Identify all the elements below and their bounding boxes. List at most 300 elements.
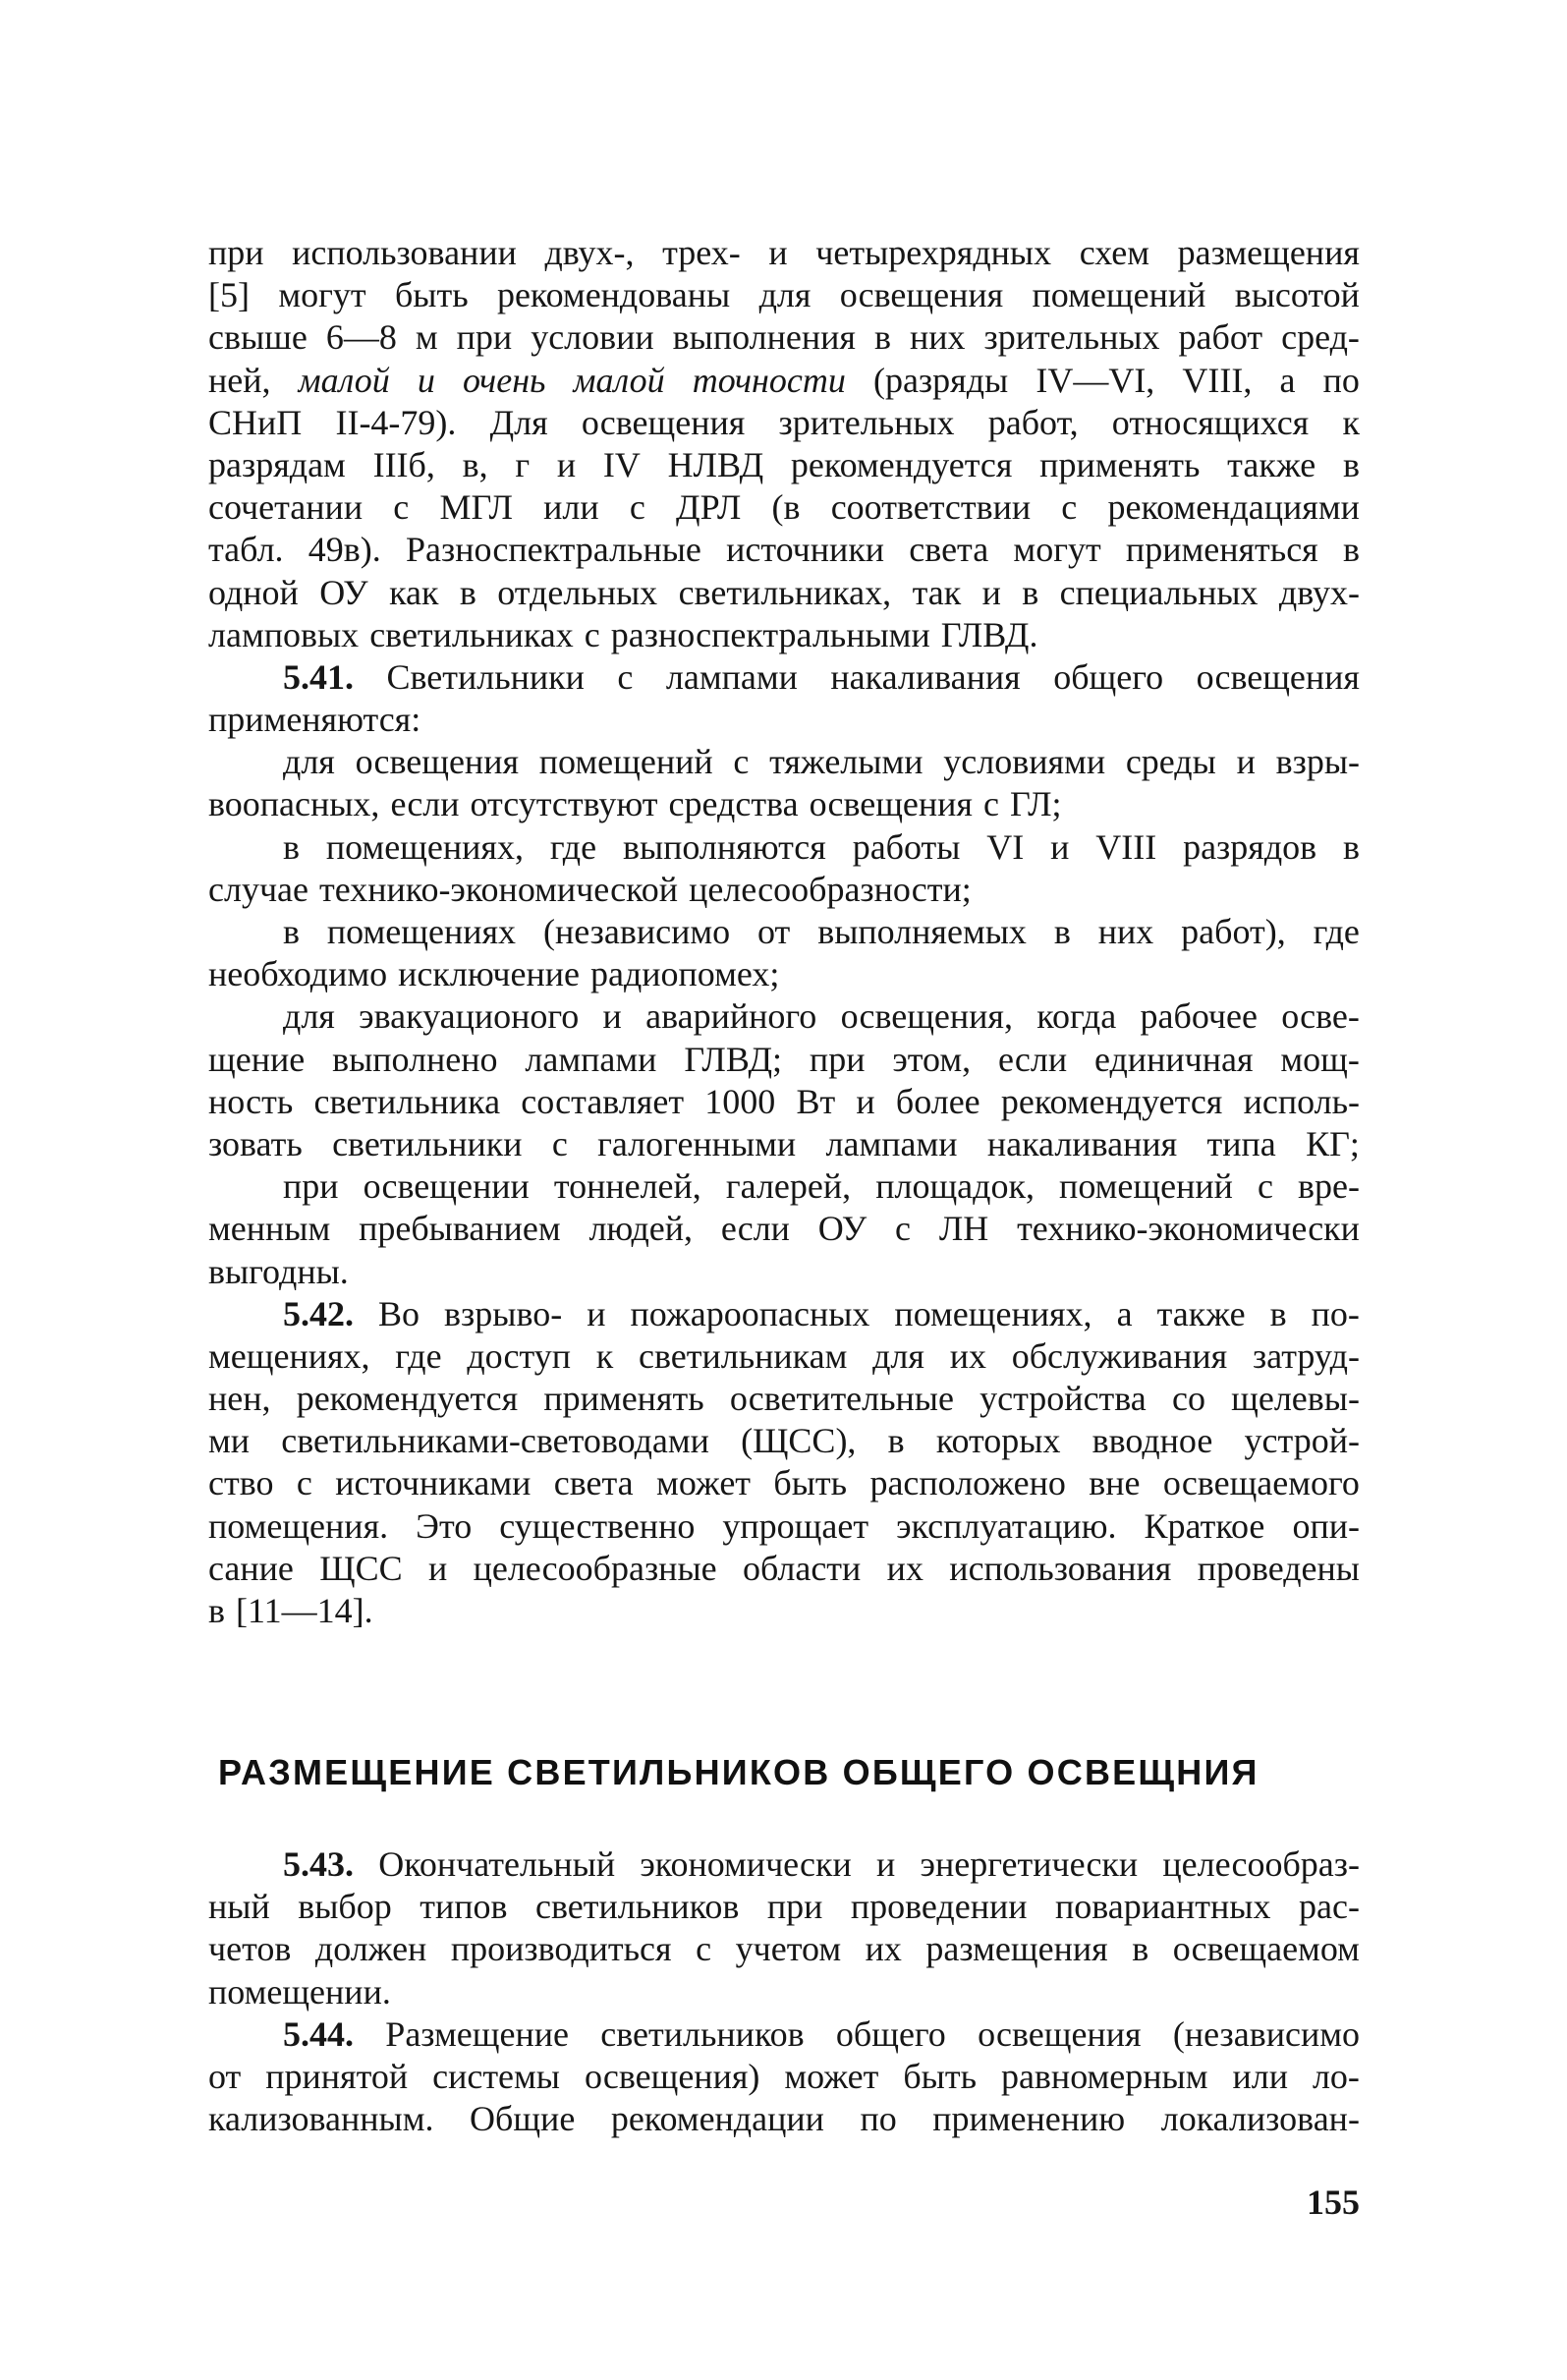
word: светильники (332, 1123, 523, 1163)
word: и (856, 1081, 875, 1121)
word: работы (852, 826, 961, 867)
word: нен, (208, 1379, 271, 1419)
word: с (1257, 1166, 1273, 1207)
word: применять (1039, 444, 1201, 484)
word: учетом (735, 1929, 842, 1969)
word: или (543, 487, 599, 528)
word: накаливания (986, 1123, 1178, 1163)
word: рекомендуется (296, 1379, 519, 1419)
word: от (757, 912, 791, 951)
word: а (1116, 1293, 1133, 1333)
word: разрядам (208, 444, 346, 484)
word: если (720, 1209, 790, 1249)
word: мощ- (1280, 1039, 1360, 1079)
word: очень (462, 360, 546, 400)
word: 49в). (308, 530, 381, 570)
text-line (208, 953, 1360, 995)
word: технико-экономической (319, 869, 679, 909)
word: помещении. (208, 1971, 391, 2012)
word: помещениях, (894, 1293, 1092, 1333)
word: которых (935, 1421, 1061, 1461)
word: по- (1311, 1293, 1360, 1333)
word: освещения) (584, 2056, 760, 2096)
text-line (208, 1590, 1360, 1632)
word: расположено (869, 1463, 1066, 1503)
section-heading: РАЗМЕЩЕНИЕ СВЕТИЛЬНИКОВ ОБЩЕГО ОСВЕЩНИЯ (218, 1752, 1259, 1792)
word: эксплуатацию. (896, 1505, 1117, 1546)
word: принятой (265, 2056, 409, 2096)
word: области (742, 1548, 862, 1588)
word: помещениях (326, 912, 517, 951)
text-line (208, 1293, 1360, 1335)
word: 1000 (704, 1081, 776, 1121)
word: целесообразности; (689, 869, 972, 909)
word: отдельных (497, 572, 658, 612)
word: ДРЛ (676, 487, 742, 528)
word: с (584, 614, 600, 654)
word: светильниками-световодами (281, 1421, 709, 1461)
word: применению (932, 2099, 1126, 2139)
text-line (208, 2098, 1360, 2140)
word: г (515, 444, 531, 484)
word: Во (378, 1293, 420, 1333)
text-line (208, 826, 1360, 869)
text-line (208, 1505, 1360, 1548)
word: быть (394, 275, 469, 315)
word: равномерным (1000, 2056, 1208, 2096)
word: вне (1089, 1463, 1141, 1503)
word: использовании (292, 233, 517, 272)
word: в (1342, 530, 1360, 570)
word: устройства (979, 1379, 1147, 1419)
word: VIII (1095, 826, 1157, 867)
word: если (998, 1039, 1068, 1079)
word: целесообразные (473, 1548, 717, 1588)
word: типов (420, 1887, 508, 1927)
word: единичная (1093, 1039, 1254, 1079)
word: размещения (1177, 233, 1360, 272)
word: ламповых (208, 614, 360, 654)
text-line (208, 360, 1360, 402)
word: лампами (825, 1123, 958, 1163)
word: и (1236, 742, 1256, 782)
word: освещения (1196, 656, 1360, 697)
word: а (1279, 360, 1296, 400)
word: составляет (521, 1081, 685, 1121)
word: и (876, 1844, 896, 1884)
word: 6—8 (325, 317, 397, 358)
text-line (208, 1165, 1360, 1208)
text-line (208, 995, 1360, 1038)
word: VIII, (1182, 360, 1253, 400)
word: щелевы- (1231, 1379, 1360, 1419)
word: вводное (1091, 1421, 1213, 1461)
word: радиопомех; (589, 954, 780, 994)
word: быть (903, 2056, 977, 2096)
word: к (595, 1335, 614, 1376)
word: помещений (1059, 1166, 1233, 1207)
word: их (865, 1929, 902, 1969)
word: разноспектральными (610, 614, 930, 654)
word: по (1322, 360, 1360, 400)
word: и (602, 996, 622, 1037)
word: в (1269, 1293, 1287, 1333)
text-line (208, 1886, 1360, 1928)
word: четырехрядных (815, 233, 1052, 272)
word: зрительных (778, 402, 955, 442)
word: (ЩСС), (741, 1421, 857, 1461)
word: применять (543, 1379, 704, 1419)
word: помещения. (208, 1505, 389, 1546)
word: рекомендациями (1107, 487, 1360, 528)
word: свыше (208, 317, 308, 358)
text-line (208, 1843, 1360, 1886)
word: системы (432, 2056, 560, 2096)
word: площадок, (875, 1166, 1035, 1207)
word: Светильники (386, 656, 585, 697)
word: галерей, (725, 1166, 852, 1207)
word: щение (208, 1039, 306, 1079)
word: и (587, 1293, 606, 1333)
word: затруд- (1252, 1335, 1360, 1376)
word: зрительных (983, 317, 1160, 358)
word: сред- (1281, 317, 1360, 358)
word: с (617, 656, 634, 697)
text-line (208, 486, 1360, 529)
word: лампами (665, 656, 798, 697)
word: где (1313, 912, 1360, 951)
word: при (208, 233, 264, 272)
word: в (887, 1421, 905, 1461)
word: Вт (796, 1081, 836, 1121)
word: в (1053, 912, 1071, 951)
word: ЩСС (319, 1548, 403, 1588)
word: рабочее (1140, 996, 1258, 1037)
word: работ), (1181, 912, 1286, 951)
word: светильниках, (678, 572, 892, 612)
word: источниками (335, 1463, 532, 1503)
word: ЛН (938, 1209, 989, 1249)
text-line (208, 444, 1360, 486)
text-line (208, 1462, 1360, 1504)
text-line (208, 1208, 1360, 1250)
word: 5.42. (283, 1293, 354, 1333)
word: 5.44. (283, 2013, 354, 2054)
word: 5.41. (283, 656, 354, 697)
word: производиться (450, 1929, 672, 1969)
word: Это (416, 1505, 473, 1546)
word: с (393, 487, 410, 528)
word: от (208, 2056, 242, 2096)
word: ОУ (319, 572, 368, 612)
word: где (395, 1335, 442, 1376)
word: могут (278, 275, 366, 315)
word: использования (949, 1548, 1172, 1588)
word: помещений (538, 742, 713, 782)
word: с (895, 1209, 912, 1249)
word: энергетически (920, 1844, 1139, 1884)
word: освещения (581, 402, 746, 442)
word: них (1097, 912, 1154, 951)
body-text-upper (208, 232, 1360, 1632)
word: табл. (208, 530, 284, 570)
word: лампами (525, 1039, 657, 1079)
word: ми (208, 1421, 251, 1461)
text-line (208, 402, 1360, 444)
word: в (208, 1591, 225, 1630)
word: опи- (1292, 1505, 1360, 1546)
word: освещения (978, 2013, 1142, 2054)
word: устрой- (1244, 1421, 1360, 1461)
word: эвакуационого (359, 996, 580, 1037)
text-line (208, 2013, 1360, 2056)
word: светильника (313, 1081, 501, 1121)
word: четов (208, 1929, 292, 1969)
word: помещений (1032, 275, 1206, 315)
text-line (208, 1928, 1360, 1970)
text-line (208, 274, 1360, 316)
word: м (415, 317, 438, 358)
word: целесообраз- (1162, 1844, 1360, 1884)
word: Общие (470, 2099, 576, 2139)
word: или (1232, 2056, 1288, 2096)
word: общего (1053, 656, 1164, 697)
word: среды (1125, 742, 1216, 782)
word: размещения (925, 1929, 1108, 1969)
word: освещения (355, 742, 520, 782)
word: светильников (535, 1887, 740, 1927)
word: двух-, (544, 233, 635, 272)
word: случае (208, 869, 309, 909)
word: при (456, 317, 513, 358)
word: Разноспектральные (405, 530, 701, 570)
word: воопасных, (208, 784, 380, 824)
text-line (208, 1251, 1360, 1293)
word: как (389, 572, 439, 612)
word: Краткое (1144, 1505, 1265, 1546)
word: в (283, 912, 300, 951)
word: с (1061, 487, 1078, 528)
word: освещении (363, 1166, 530, 1207)
word: II-4-79). (335, 402, 457, 442)
word: повариантных (1055, 1887, 1271, 1927)
word: для (872, 1335, 924, 1376)
word: НЛВД (667, 444, 764, 484)
word: также (1227, 444, 1316, 484)
word: средства (668, 784, 799, 824)
word: с (551, 1123, 568, 1163)
word: пребыванием (359, 1209, 561, 1249)
word: вре- (1298, 1166, 1360, 1207)
word: в (283, 826, 300, 867)
word: сание (208, 1548, 294, 1588)
word: осве- (1281, 996, 1360, 1037)
word: также (1156, 1293, 1246, 1333)
word: типа (1206, 1123, 1276, 1163)
word: (разряды (872, 360, 1009, 400)
text-line (208, 869, 1360, 911)
word: с (983, 784, 999, 824)
word: рекомендованы (496, 275, 731, 315)
text-line (208, 911, 1360, 953)
word: с (629, 487, 645, 528)
word: (независимо (542, 912, 731, 951)
word: малой (573, 360, 665, 400)
word: отсутствуют (470, 784, 658, 824)
word: VI (986, 826, 1025, 867)
word: работ (1178, 317, 1263, 358)
word: при (809, 1039, 866, 1079)
word: точности (692, 360, 846, 400)
text-line (208, 614, 1360, 656)
word: МГЛ (439, 487, 513, 528)
text-line (208, 572, 1360, 614)
word: (независимо (1172, 2013, 1360, 2054)
word: с (696, 1929, 712, 1969)
word: галогенными (597, 1123, 797, 1163)
word: тяжелыми (769, 742, 923, 782)
word: в, (462, 444, 488, 484)
word: локализован- (1160, 2099, 1360, 2139)
word: ГЛВД; (684, 1039, 783, 1079)
word: при (766, 1887, 823, 1927)
word: исполь- (1243, 1081, 1360, 1121)
word: ство (208, 1463, 274, 1503)
word: (в (771, 487, 801, 528)
text-line (208, 1971, 1360, 2013)
text-line (208, 1081, 1360, 1123)
word: света (909, 530, 989, 570)
word: выполняются (622, 826, 826, 867)
word: в (873, 317, 891, 358)
word: может (784, 2056, 879, 2096)
word: тоннелей, (553, 1166, 701, 1207)
word: [11—14]. (236, 1591, 373, 1630)
word: трех- (662, 233, 741, 272)
word: более (895, 1081, 980, 1121)
word: 5.43. (283, 1844, 354, 1884)
text-line (208, 2056, 1360, 2098)
text-line (208, 1123, 1360, 1165)
word: их (949, 1335, 986, 1376)
word: высотой (1234, 275, 1360, 315)
text-line (208, 1548, 1360, 1590)
word: и (427, 1548, 448, 1588)
word: разрядов (1183, 826, 1317, 867)
word: ГЛВД. (940, 614, 1038, 654)
word: экономически (640, 1844, 852, 1884)
word: с (733, 742, 750, 782)
text-line (208, 232, 1360, 274)
word: обслуживания (1011, 1335, 1228, 1376)
word: и (417, 360, 435, 400)
word: ней, (208, 360, 271, 400)
word: них (909, 317, 966, 358)
word: для (758, 275, 811, 315)
word: светильниках (369, 614, 574, 654)
word: освещаемого (1162, 1463, 1360, 1503)
word: [5] (208, 275, 250, 315)
word: где (549, 826, 597, 867)
word: технико-экономически (1017, 1209, 1360, 1249)
word: рекомендуется (790, 444, 1013, 484)
word: ло- (1312, 2056, 1360, 2096)
word: света (553, 1463, 634, 1503)
word: могут (1013, 530, 1101, 570)
word: ный (208, 1887, 270, 1927)
word: двух- (1278, 572, 1360, 612)
word: IV—VI, (1035, 360, 1155, 400)
word: IIIб, (372, 444, 435, 484)
word: выполнения (672, 317, 856, 358)
word: соответствии (830, 487, 1032, 528)
word: Окончательный (378, 1844, 616, 1884)
word: выполнено (332, 1039, 498, 1079)
word: ность (208, 1081, 294, 1121)
word: применяться (1125, 530, 1318, 570)
word: сочетании (208, 487, 364, 528)
word: кализованным. (208, 2099, 434, 2139)
text-line (208, 741, 1360, 783)
text-line (208, 1378, 1360, 1420)
text-line (208, 656, 1360, 699)
word: при (283, 1166, 339, 1207)
word: условиями (943, 742, 1106, 782)
text-line (208, 699, 1360, 741)
word: для (283, 742, 335, 782)
word: в (459, 572, 476, 612)
word: рас- (1298, 1887, 1360, 1927)
word: в (1022, 572, 1039, 612)
word: освещаемом (1172, 1929, 1360, 1969)
word: по (860, 2099, 897, 2139)
word: относящихся (1111, 402, 1310, 442)
word: рекомендуется (1000, 1081, 1223, 1121)
word: со (1171, 1379, 1205, 1419)
word: для (283, 996, 335, 1037)
word: условии (531, 317, 654, 358)
word: светильникам (639, 1335, 848, 1376)
word: пожароопасных (630, 1293, 870, 1333)
word: Для (489, 402, 548, 442)
word: выполняемых (817, 912, 1027, 951)
word: Размещение (385, 2013, 569, 2054)
word: специальных (1059, 572, 1259, 612)
word: одной (208, 572, 299, 612)
word: и (768, 233, 788, 272)
word: и (1050, 826, 1070, 867)
word: ОУ (817, 1209, 867, 1249)
word: ГЛ; (1009, 784, 1062, 824)
word: быть (773, 1463, 848, 1503)
word: выгодны. (208, 1251, 349, 1291)
word: должен (314, 1929, 427, 1969)
word: необходимо (208, 954, 388, 994)
text-line (208, 529, 1360, 571)
word: может (656, 1463, 752, 1503)
word: в (1132, 1929, 1149, 1969)
word: осветительные (729, 1379, 954, 1419)
word: работ, (987, 402, 1079, 442)
word: проведены (1197, 1548, 1360, 1588)
word: в (1342, 826, 1360, 867)
word: рекомендации (610, 2099, 824, 2139)
word: выбор (298, 1887, 392, 1927)
word: людей, (588, 1209, 694, 1249)
word: КГ; (1306, 1123, 1360, 1163)
word: менным (208, 1209, 331, 1249)
word: к (1342, 402, 1360, 442)
